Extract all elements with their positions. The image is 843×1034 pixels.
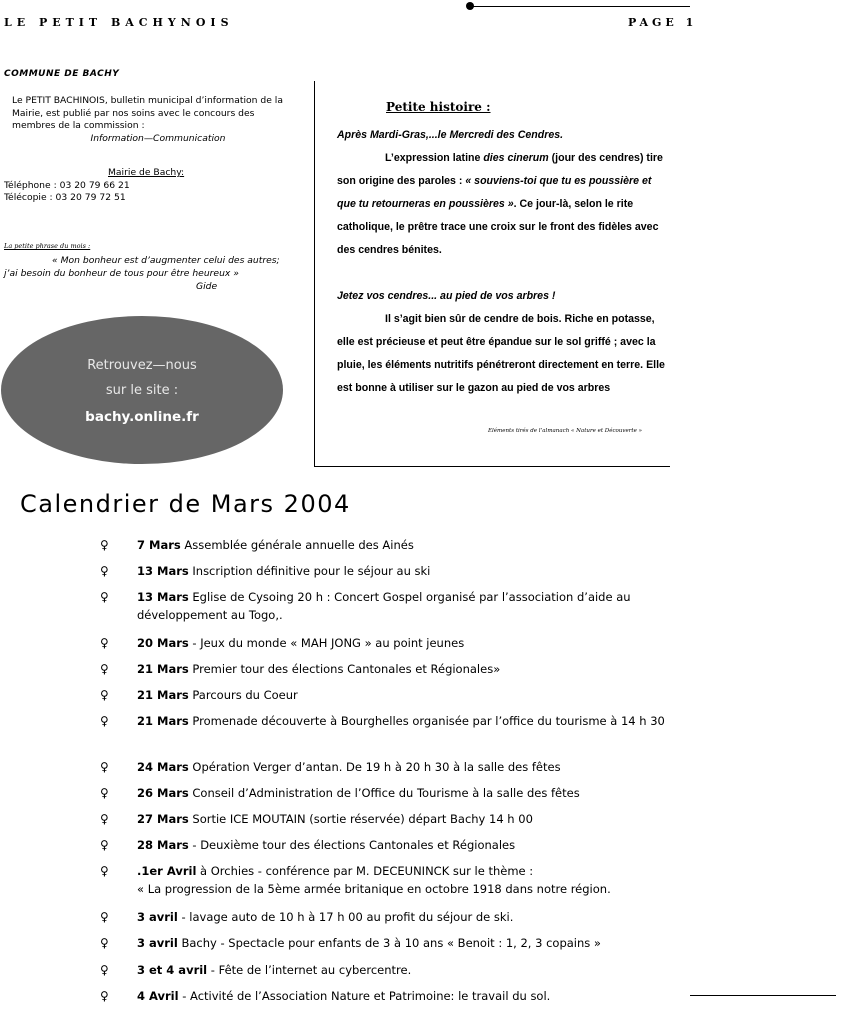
p1-e: . Ce jour-là, selon le rite catholique, le prêtre trace une croix sur le front des fidèles avec des cendres bénites. — [337, 198, 659, 256]
event-date: 3 avril — [137, 910, 178, 924]
mairie-title: Mairie de Bachy: — [108, 167, 185, 178]
bullet-icon: ♀ — [100, 936, 109, 950]
event-text — [137, 536, 670, 554]
bullet-icon: ♀ — [100, 714, 109, 728]
calendar-event — [100, 908, 670, 926]
p1-a: L’expression latine — [385, 152, 484, 164]
p2: Il s’agit bien sûr de cendre de bois. Riche en potasse, elle est précieuse et peut être épandue sur le sol griffé ; avec la pluie, les éléments nutritifs pénétreront directement en terre. Elle est bonne à utiliser sur le gazon au pied de vos arbres — [337, 313, 665, 394]
event-description: - Activité de l’Association Nature et Patrimoine: le travail du sol. — [178, 989, 551, 1003]
event-text — [137, 634, 670, 652]
event-description: Bachy - Spectacle pour enfants de 3 à 10 ans « Benoit : 1, 2, 3 copains » — [177, 936, 601, 950]
calendar-event — [100, 562, 670, 580]
event-description: Opération Verger d’antan. De 19 h à 20 h 30 à la salle des fêtes — [188, 760, 561, 774]
event-text — [137, 908, 670, 926]
event-date: 3 et 4 avril — [137, 963, 208, 977]
telephone: Téléphone : 03 20 79 66 21 — [4, 180, 130, 191]
commission-name: Information—Communication — [90, 132, 226, 144]
bullet-icon: ♀ — [100, 636, 109, 650]
calendar-event — [100, 784, 670, 802]
quote — [4, 254, 304, 293]
story-subtitle-1: Après Mardi-Gras,...le Mercredi des Cendres. — [337, 129, 564, 141]
newsletter-title: LE PETIT BACHYNOIS — [4, 16, 234, 29]
event-description: Premier tour des élections Cantonales et Régionales» — [188, 662, 501, 676]
event-description: - Deuxième tour des élections Cantonales et Régionales — [188, 838, 516, 852]
story-paragraph-1 — [337, 147, 667, 262]
bullet-icon: ♀ — [100, 760, 109, 774]
event-description: à Orchies - conférence par M. DECEUNINCK sur le thème : — [196, 864, 534, 878]
event-description: Conseil d’Administration de l’Office du Tourisme à la salle des fêtes — [188, 786, 580, 800]
calendar-event — [100, 660, 670, 678]
intro-text — [12, 95, 304, 145]
telecopie: Télécopie : 03 20 79 72 51 — [4, 192, 126, 203]
event-text — [137, 987, 670, 1005]
calendar-event — [100, 758, 670, 776]
event-description: Parcours du Coeur — [188, 688, 298, 702]
header-rule-dot — [466, 2, 474, 10]
bullet-icon: ♀ — [100, 963, 109, 977]
event-text — [137, 862, 670, 898]
p1-b: dies cinerum — [483, 152, 549, 164]
event-description: Assemblée générale annuelle des Ainés — [180, 538, 414, 552]
event-date: 4 Avril — [137, 989, 179, 1003]
event-date: 3 avril — [137, 936, 178, 950]
box-bottom-border — [314, 466, 670, 467]
event-date: 27 Mars — [137, 812, 189, 826]
event-date: 21 Mars — [137, 662, 189, 676]
event-date: 21 Mars — [137, 714, 189, 728]
story-credit: Eléments tirés de l’almanach « Nature et Découverte » — [488, 428, 642, 434]
story-paragraph-2 — [337, 308, 667, 400]
bullet-icon: ♀ — [100, 538, 109, 552]
event-text — [137, 660, 670, 678]
site-line-1: Retrouvez—nous — [87, 358, 197, 373]
event-text — [137, 562, 670, 580]
calendar-event — [100, 987, 670, 1005]
page-number: PAGE 1 — [628, 16, 698, 29]
bullet-icon: ♀ — [100, 910, 109, 924]
event-description: Promenade découverte à Bourghelles organisée par l’office du tourisme à 14 h 30 — [188, 714, 665, 728]
calendar-event — [100, 961, 670, 979]
event-description: - Fête de l’internet au cybercentre. — [207, 963, 412, 977]
bullet-icon: ♀ — [100, 590, 109, 604]
p1-d: « souviens-toi que tu es poussière et que tu retourneras en poussières » — [337, 175, 652, 210]
event-description: Eglise de Cysoing 20 h : Concert Gospel organisé par l’association d’aide au développement au Togo,. — [137, 590, 631, 622]
calendar-event — [100, 836, 670, 854]
event-date: 24 Mars — [137, 760, 189, 774]
event-text — [137, 810, 670, 828]
event-text — [137, 686, 670, 704]
event-date: 28 Mars — [137, 838, 189, 852]
quote-line-2: j’ai besoin du bonheur de tous pour être heureux » — [4, 268, 239, 279]
bullet-icon: ♀ — [100, 564, 109, 578]
footer-rule — [690, 995, 836, 996]
event-date: 13 Mars — [137, 564, 189, 578]
calendar-event — [100, 712, 670, 730]
event-description: Sortie ICE MOUTAIN (sortie réservée) départ Bachy 14 h 00 — [188, 812, 533, 826]
event-description: Inscription définitive pour le séjour au ski — [188, 564, 431, 578]
event-description: - Jeux du monde « MAH JONG » au point jeunes — [188, 636, 465, 650]
calendar-event — [100, 934, 670, 952]
event-text — [137, 961, 670, 979]
calendar-event — [100, 862, 670, 898]
p1-c: (jour des cendres) tire son origine des paroles : — [337, 152, 663, 187]
event-date: 20 Mars — [137, 636, 189, 650]
intro-line-1: Le PETIT BACHINOIS, bulletin municipal d’information de la — [12, 95, 283, 106]
phrase-of-month-label: La petite phrase du mois : — [4, 242, 91, 250]
calendar-event — [100, 810, 670, 828]
calendar-event — [100, 634, 670, 652]
event-date: .1er Avril — [137, 864, 197, 878]
intro-line-2: Mairie, est publié par nos soins avec le concours des — [12, 107, 255, 119]
event-text — [137, 758, 670, 776]
calendar-title: Calendrier de Mars 2004 — [20, 490, 351, 518]
quote-line-1: « Mon bonheur est d’augmenter celui des autres; — [52, 255, 280, 266]
website-callout — [1, 316, 283, 464]
story-title: Petite histoire : — [386, 100, 491, 114]
event-text — [137, 784, 670, 802]
site-line-2: sur le site : — [105, 383, 179, 398]
site-url[interactable]: bachy.online.fr — [85, 409, 199, 425]
event-text — [137, 836, 670, 854]
event-date: 7 Mars — [137, 538, 181, 552]
bullet-icon: ♀ — [100, 786, 109, 800]
header-rule — [470, 6, 690, 7]
box-left-border — [314, 81, 315, 467]
bullet-icon: ♀ — [100, 812, 109, 826]
story-section-1 — [337, 124, 667, 262]
bullet-icon: ♀ — [100, 864, 109, 878]
calendar-event — [100, 686, 670, 704]
event-text — [137, 588, 670, 624]
commune-heading: COMMUNE DE BACHY — [4, 69, 120, 79]
bullet-icon: ♀ — [100, 662, 109, 676]
story-subtitle-2: Jetez vos cendres... au pied de vos arbres ! — [337, 290, 556, 302]
event-date: 13 Mars — [137, 590, 189, 604]
event-description: - lavage auto de 10 h à 17 h 00 au profit du séjour de ski. — [177, 910, 514, 924]
bullet-icon: ♀ — [100, 838, 109, 852]
bullet-icon: ♀ — [100, 989, 109, 1003]
calendar-event — [100, 588, 670, 624]
quote-author: Gide — [196, 281, 218, 292]
event-date: 26 Mars — [137, 786, 189, 800]
bullet-icon: ♀ — [100, 688, 109, 702]
event-description-line-2: « La progression de la 5ème armée britanique en octobre 1918 dans notre région. — [137, 882, 611, 896]
event-text — [137, 934, 670, 952]
event-text — [137, 712, 670, 730]
story-section-2 — [337, 285, 667, 400]
event-date: 21 Mars — [137, 688, 189, 702]
calendar-event — [100, 536, 670, 554]
intro-line-3: membres de la commission : — [12, 120, 145, 131]
